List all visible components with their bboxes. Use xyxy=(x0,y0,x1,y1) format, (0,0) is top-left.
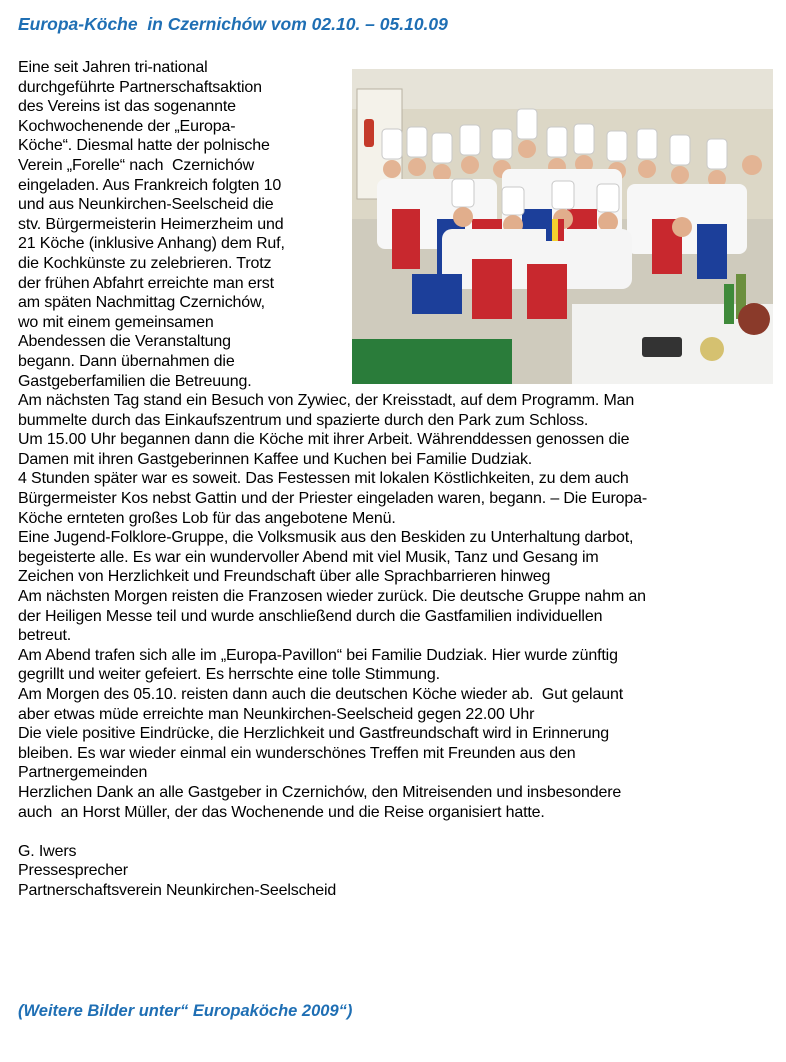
text-line: 21 Köche (inklusive Anhang) dem Ruf, xyxy=(18,235,285,253)
text-line: Bürgermeister Kos nebst Gattin und der Priester eingeladen waren, begann. – Die Europa- xyxy=(18,490,648,508)
text-line: Kochwochenende der „Europa- xyxy=(18,117,236,135)
more-photos-link[interactable]: (Weitere Bilder unter“ Europaköche 2009“) xyxy=(18,1002,353,1020)
text-line: durchgeführte Partnerschaftsaktion xyxy=(18,78,262,96)
text-line: betreut. xyxy=(18,627,72,645)
text-line: Zeichen von Herzlichkeit und Freundschaft über alle Sprachbarrieren hinweg xyxy=(18,568,551,586)
text-line: der frühen Abfahrt erreichte man erst xyxy=(18,274,274,292)
text-line: 4 Stunden später war es soweit. Das Festessen mit lokalen Köstlichkeiten, zu dem auch xyxy=(18,470,629,488)
text-line: begeisterte alle. Es war ein wundervoller Abend mit viel Musik, Tanz und Gesang im xyxy=(18,548,599,566)
text-line: Am Morgen des 05.10. reisten dann auch die deutschen Köche wieder ab. Gut gelaunt xyxy=(18,686,623,703)
text-line: Um 15.00 Uhr begannen dann die Köche mit ihrer Arbeit. Währenddessen genossen die xyxy=(18,431,630,449)
author-name: G. Iwers xyxy=(18,842,77,860)
article-body xyxy=(18,58,778,901)
text-line: Die viele positive Eindrücke, die Herzlichkeit und Gastfreundschaft wird in Erinnerung xyxy=(18,725,609,743)
text-line: gegrillt und weiter gefeiert. Es herrschte eine tolle Stimmung. xyxy=(18,666,440,684)
text-line: und aus Neunkirchen-Seelscheid die xyxy=(18,196,274,214)
text-line: auch an Horst Müller, der das Wochenende und die Reise organisiert hatte. xyxy=(18,803,545,821)
text-line: Herzlichen Dank an alle Gastgeber in Czernichów, den Mitreisenden und insbesondere xyxy=(18,783,622,801)
text-line: Damen mit ihren Gastgeberinnen Kaffee und Kuchen bei Familie Dudziak. xyxy=(18,450,533,468)
text-line: Am Abend trafen sich alle im „Europa-Pavillon“ bei Familie Dudziak. Hier wurde zünftig xyxy=(18,646,618,664)
blank-line xyxy=(18,822,778,842)
text-line: Köche ernteten großes Lob für das angebotene Menü. xyxy=(18,509,396,527)
text-line: Verein „Forelle“ nach Czernichów xyxy=(18,156,255,174)
author-role: Pressesprecher xyxy=(18,862,128,880)
text-line: bummelte durch das Einkaufszentrum und spazierte durch den Park zum Schloss. xyxy=(18,411,589,429)
text-line: Abendessen die Veranstaltung xyxy=(18,333,231,351)
text-line: bleiben. Es war wieder einmal ein wunderschönes Treffen mit Freunden aus den xyxy=(18,744,576,762)
author-organization: Partnerschaftsverein Neunkirchen-Seelscheid xyxy=(18,881,337,899)
page-title: Europa-Köche in Czernichów vom 02.10. – 05.10.09 xyxy=(18,14,448,34)
text-line: des Vereins ist das sogenannte xyxy=(18,98,236,116)
text-line: eingeladen. Aus Frankreich folgten 10 xyxy=(18,176,282,194)
text-line: stv. Bürgermeisterin Heimerzheim und xyxy=(18,215,284,233)
text-line: die Kochkünste zu zelebrieren. Trotz xyxy=(18,254,272,272)
text-line: Eine seit Jahren tri-national xyxy=(18,59,208,76)
text-line: Am nächsten Tag stand ein Besuch von Zywiec, der Kreisstadt, auf dem Programm. Man xyxy=(18,392,635,410)
text-line: am späten Nachmittag Czernichów, xyxy=(18,294,265,312)
text-line: Gastgeberfamilien die Betreuung. xyxy=(18,372,252,390)
text-line: Am nächsten Morgen reisten die Franzosen wieder zurück. Die deutsche Gruppe nahm an xyxy=(18,588,646,606)
text-line: wo mit einem gemeinsamen xyxy=(18,313,214,331)
text-line: Partnergemeinden xyxy=(18,764,148,782)
text-line: Eine Jugend-Folklore-Gruppe, die Volksmusik aus den Beskiden zu Unterhaltung darbot, xyxy=(18,529,634,547)
text-line: begann. Dann übernahmen die xyxy=(18,352,235,370)
text-line: Köche“. Diesmal hatte der polnische xyxy=(18,137,270,155)
text-line: der Heiligen Messe teil und wurde anschließend durch die Gastfamilien individuellen xyxy=(18,607,603,625)
text-line: aber etwas müde erreichte man Neunkirchen-Seelscheid gegen 22.00 Uhr xyxy=(18,705,535,723)
